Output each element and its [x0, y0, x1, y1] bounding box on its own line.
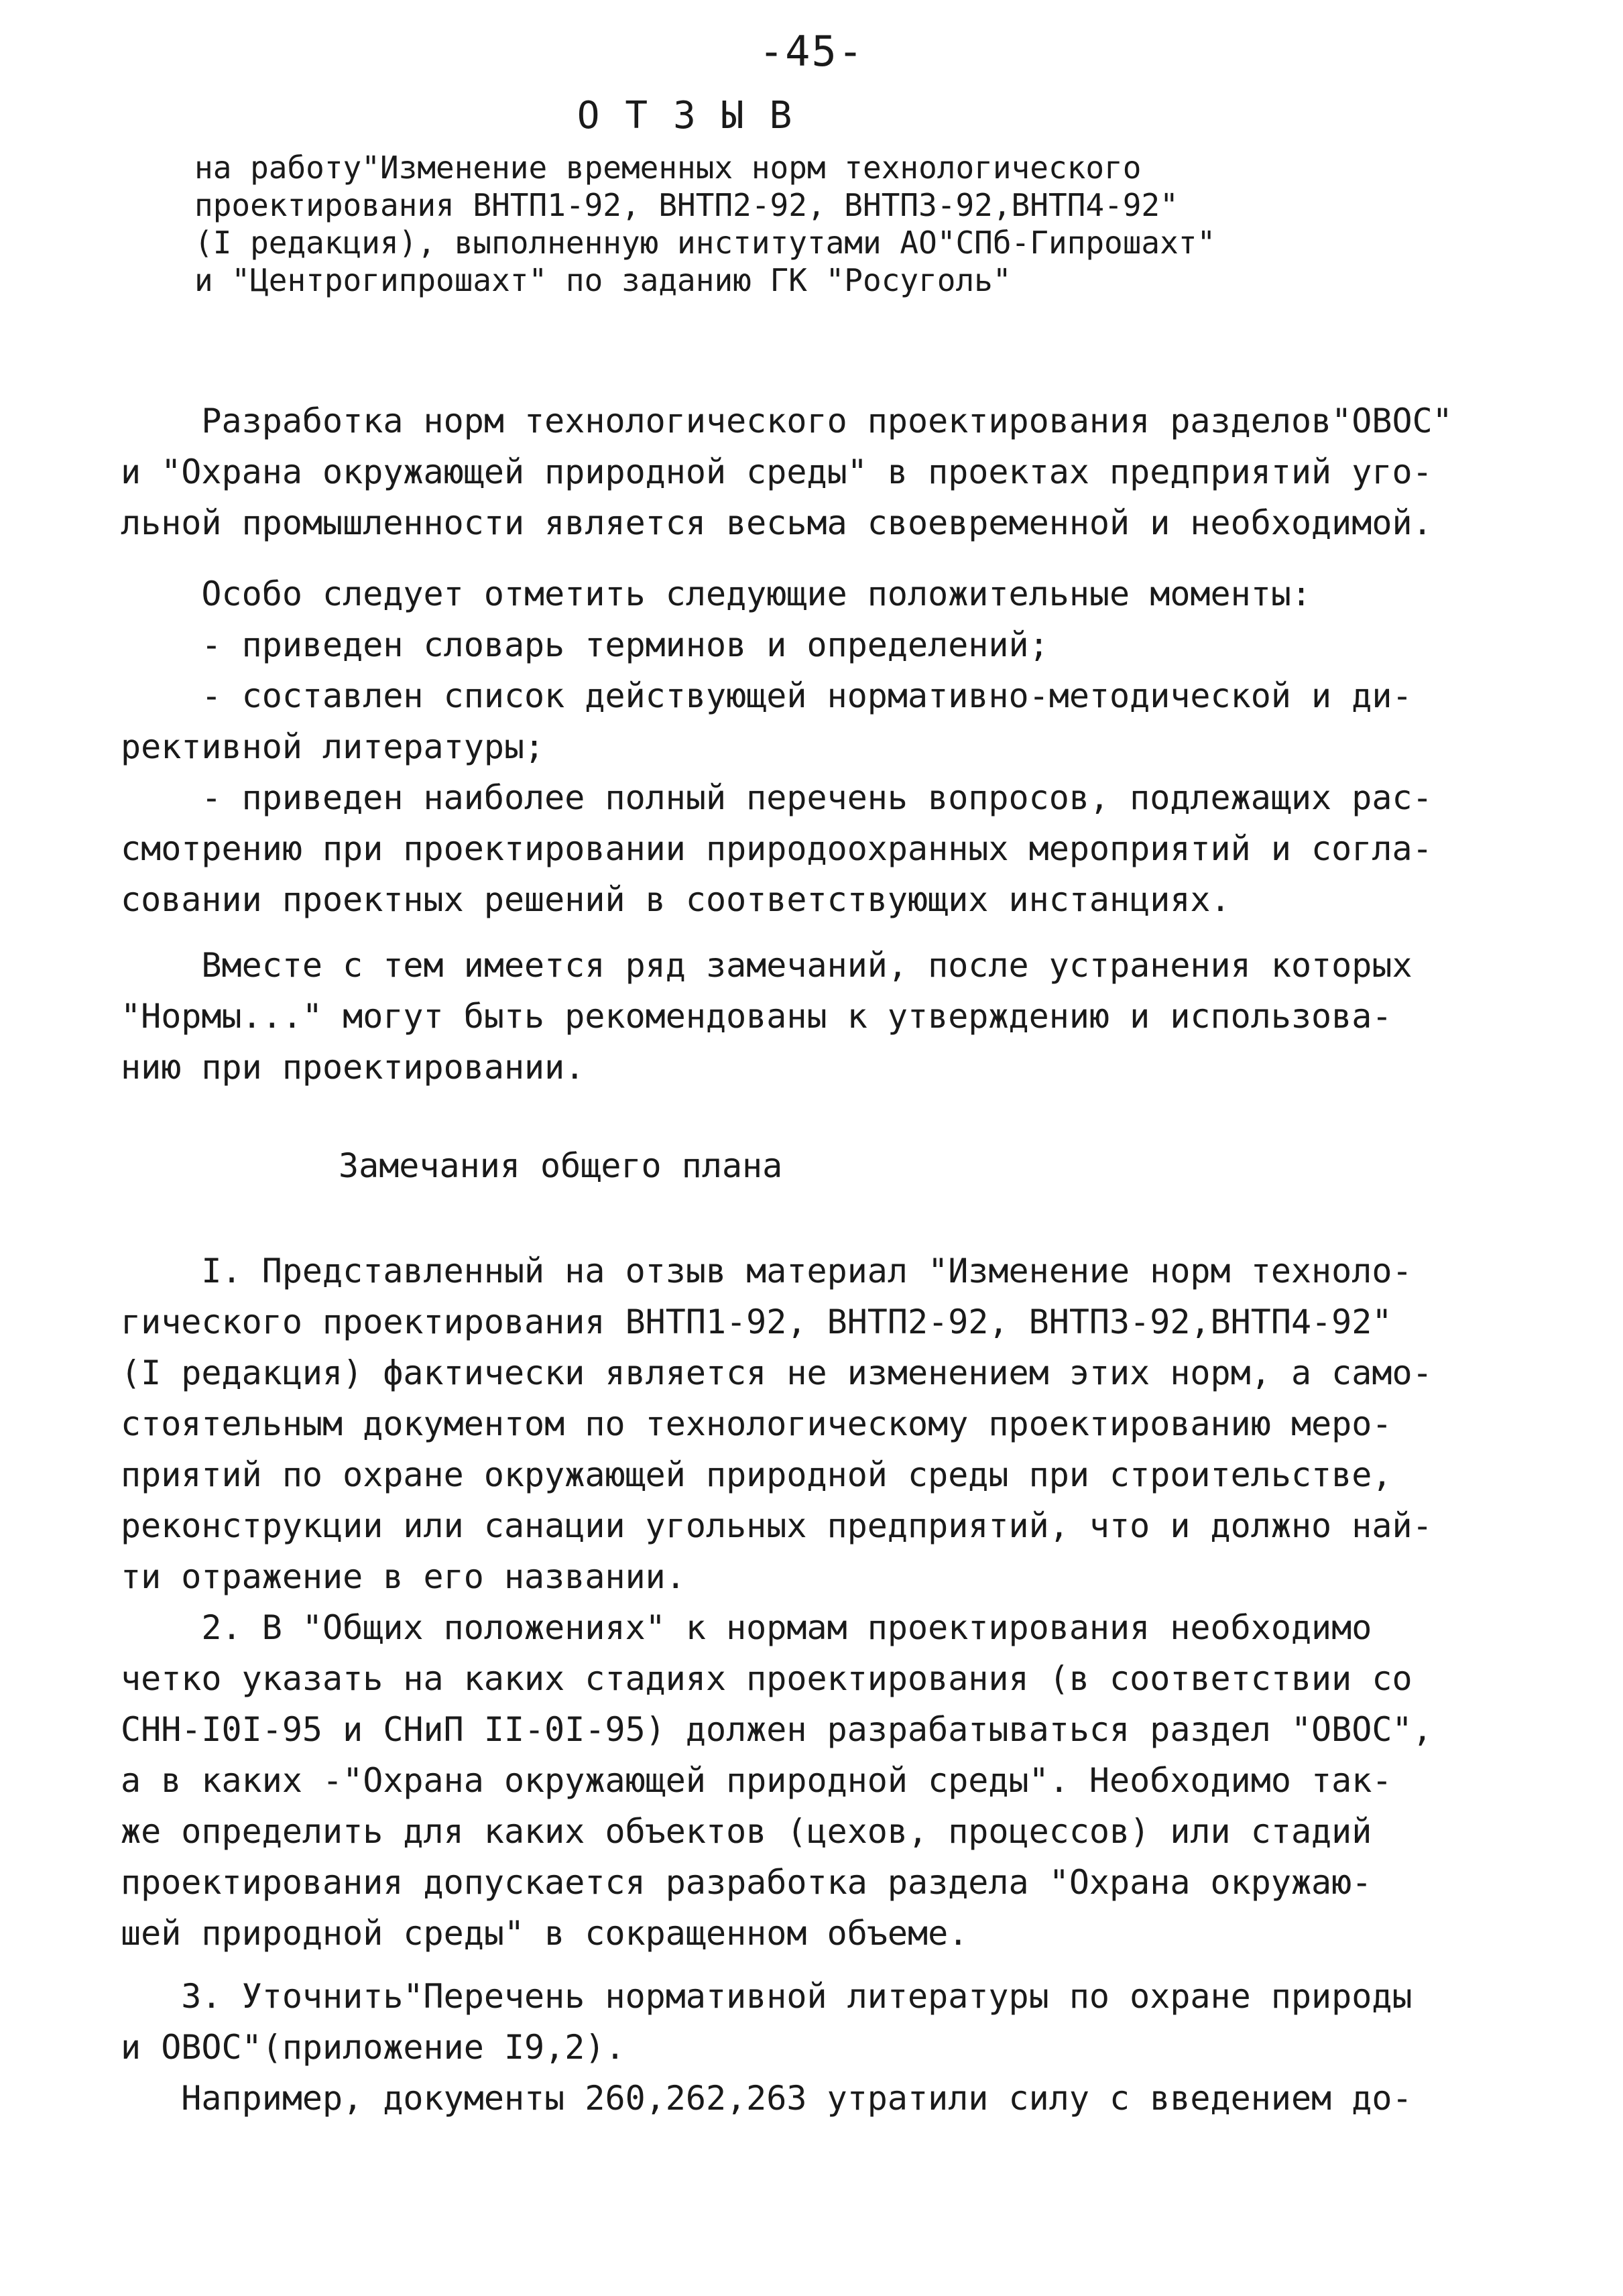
text-line: Разработка норм технологического проектирования разделов"ОВОС" [121, 402, 1453, 440]
text-line: Особо следует отметить следующие положительные моменты: [121, 575, 1312, 613]
text-line: же определить для каких объектов (цехов, процессов) или стадий [121, 1812, 1372, 1851]
text-line: льной промышленности является весьма своевременной и необходимой. [121, 503, 1433, 542]
text-line: совании проектных решений в соответствующих инстанциях. [121, 880, 1231, 919]
text-line: и "Охрана окружающей природной среды" в проектах предприятий уго- [121, 452, 1433, 491]
text-line: - составлен список действующей нормативно-методической и ди- [121, 676, 1412, 715]
text-line: Вместе с тем имеется ряд замечаний, после устранения которых [121, 946, 1412, 985]
text-line: проектирования допускается разработка раздела "Охрана окружаю- [121, 1863, 1372, 1902]
text-line: стоятельным документом по технологическому проектированию меро- [121, 1404, 1392, 1443]
text-line: реконструкции или санации угольных предприятий, что и должно най- [121, 1506, 1433, 1545]
text-line: четко указать на каких стадиях проектирования (в соответствии со [121, 1659, 1412, 1698]
text-line: ти отражение в его названии. [121, 1557, 686, 1596]
page-number: -45- [758, 27, 865, 76]
subject-line: (I редакция), выполненную институтами АО"СПб-Гипрошахт" [194, 225, 1216, 261]
text-line: 3. Уточнить"Перечень нормативной литературы по охране природы [121, 1977, 1412, 2016]
text-line: 2. В "Общих положениях" к нормам проектирования необходимо [121, 1608, 1372, 1647]
text-line: нию при проектировании. [121, 1048, 585, 1087]
text-line: "Нормы..." могут быть рекомендованы к утверждению и использова- [121, 997, 1392, 1036]
text-line: СНН-I0I-95 и СНиП II-0I-95) должен разрабатываться раздел "ОВОС", [121, 1710, 1433, 1749]
text-line: гического проектирования ВНТП1-92, ВНТП2-92, ВНТП3-92,ВНТП4-92" [121, 1303, 1392, 1341]
text-line: а в каких -"Охрана окружающей природной среды". Необходимо так- [121, 1761, 1392, 1800]
text-line: (I редакция) фактически является не изменением этих норм, а само- [121, 1353, 1433, 1392]
intro-paragraph-3 [121, 940, 1488, 1093]
intro-paragraph-2 [121, 568, 1488, 925]
text-line: шей природной среды" в сокращенном объеме. [121, 1914, 969, 1953]
review-subject [194, 149, 1401, 299]
text-line: - приведен словарь терминов и определений; [121, 625, 1049, 664]
text-line: - приведен наиболее полный перечень вопросов, подлежащих рас- [121, 778, 1433, 817]
section-heading-text: Замечания общего плана [339, 1146, 783, 1185]
subject-line: и "Центрогипрошахт" по заданию ГК "Росуголь" [194, 262, 1012, 298]
remark-2 [121, 1602, 1488, 1959]
text-line: смотрению при проектировании природоохранных мероприятий и согла- [121, 829, 1433, 868]
remark-3 [121, 1971, 1488, 2124]
remark-1 [121, 1246, 1488, 1602]
intro-paragraph-1 [121, 396, 1488, 548]
subject-line: проектирования ВНТП1-92, ВНТП2-92, ВНТП3-92,ВНТП4-92" [194, 187, 1179, 223]
text-line: Например, документы 260,262,263 утратили силу с введением до- [121, 2079, 1412, 2118]
text-line: приятий по охране окружающей природной среды при строительстве, [121, 1455, 1392, 1494]
text-line: I. Представленный на отзыв материал "Изменение норм техноло- [121, 1252, 1412, 1290]
text-line: рективной литературы; [121, 727, 545, 766]
document-title: ОТЗЫВ [577, 94, 818, 137]
text-line: и ОВОС"(приложение I9,2). [121, 2028, 625, 2067]
subject-line: на работу"Изменение временных норм технологического [194, 149, 1142, 186]
